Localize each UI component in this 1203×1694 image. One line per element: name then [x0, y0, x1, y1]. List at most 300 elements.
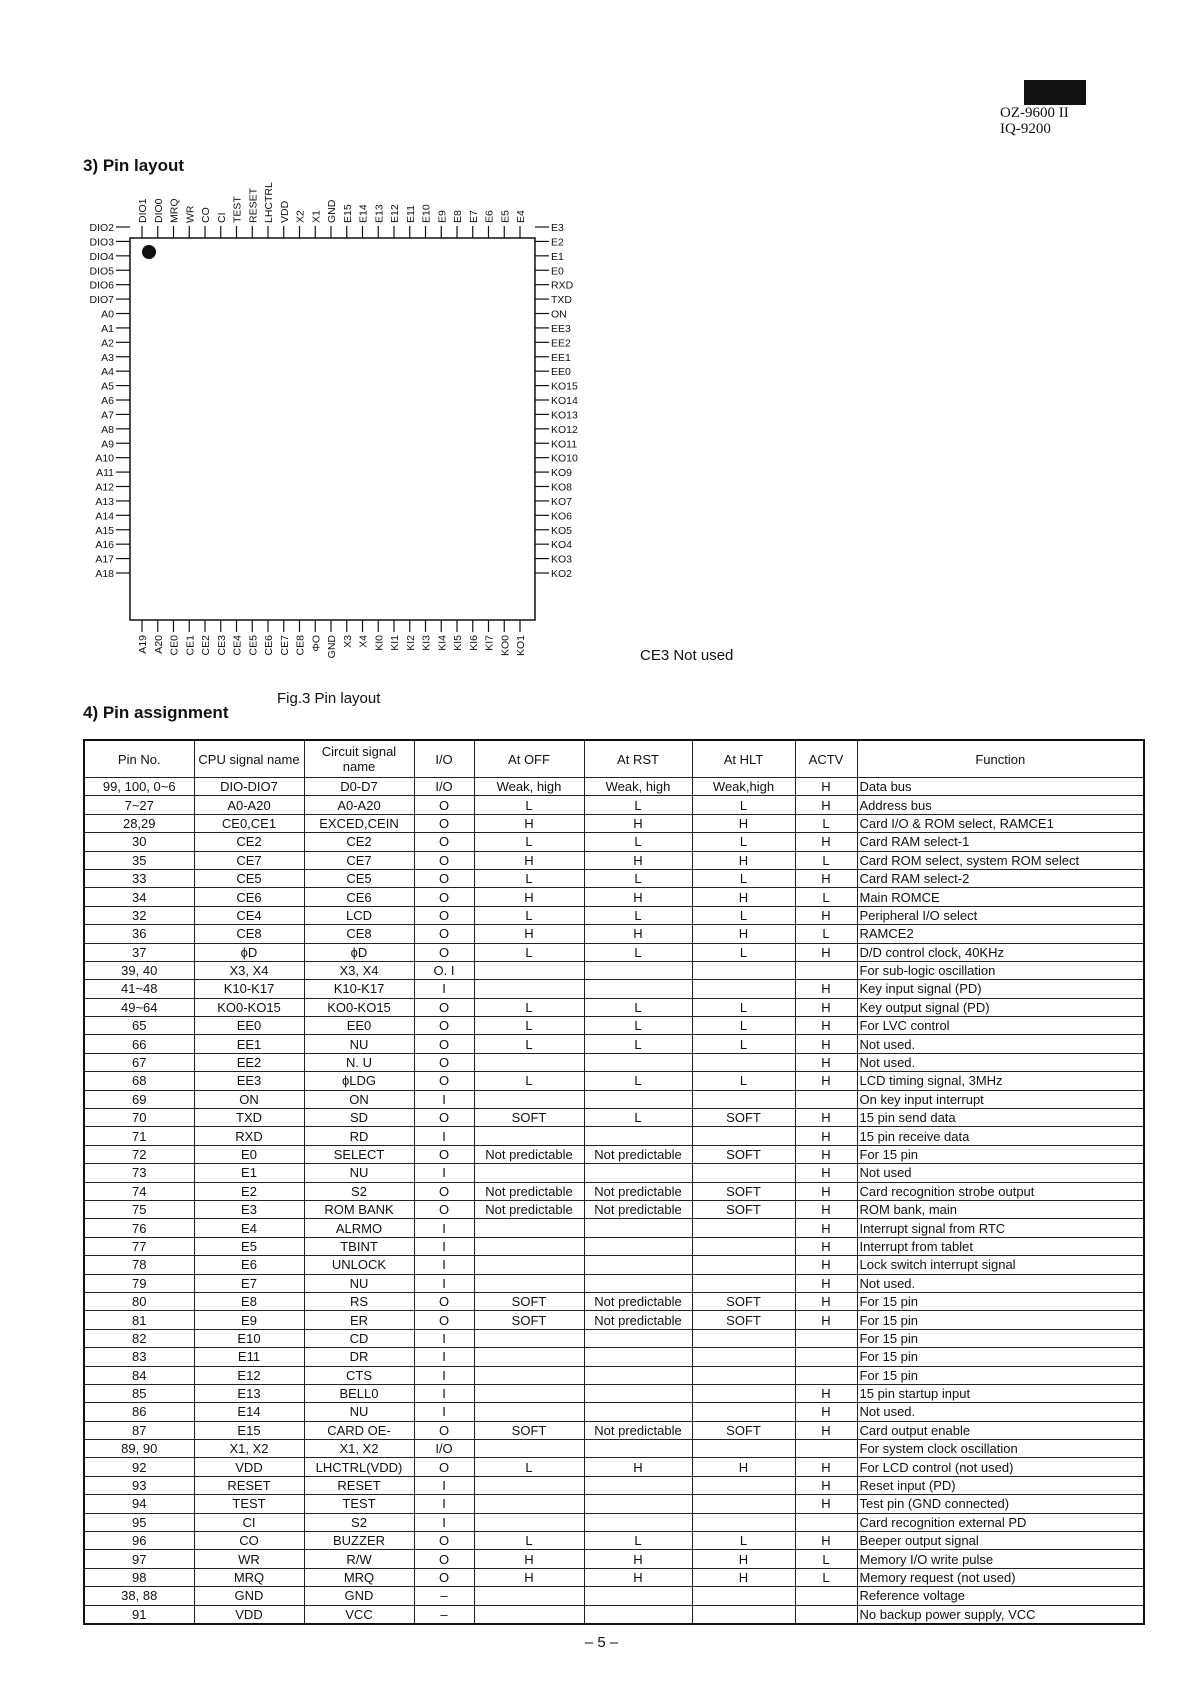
cell-cpu-signal: A0-A20: [194, 796, 304, 814]
cell-at-rst: L: [584, 1532, 692, 1550]
cell-actv: H: [795, 1384, 857, 1402]
cell-io: I: [414, 1090, 474, 1108]
pin-top-24: [515, 210, 527, 238]
cell-at-hlt: [692, 1329, 795, 1347]
cell-at-rst: L: [584, 1035, 692, 1053]
cell-function: Interrupt signal from RTC: [857, 1219, 1144, 1237]
cell-pin-no: 68: [84, 1072, 194, 1090]
cell-cpu-signal: CE4: [194, 906, 304, 924]
pin-top-2: [169, 199, 181, 239]
cell-at-hlt: H: [692, 925, 795, 943]
pin-top-label: CI: [215, 212, 228, 223]
cell-at-hlt: [692, 980, 795, 998]
cell-actv: H: [795, 778, 857, 796]
cell-cpu-signal: E10: [194, 1329, 304, 1347]
table-row: [84, 1109, 1144, 1127]
cell-pin-no: 89, 90: [84, 1440, 194, 1458]
table-row: [84, 1237, 1144, 1255]
cell-io: I/O: [414, 1440, 474, 1458]
pin-bottom-15: [373, 620, 385, 651]
cell-at-rst: [584, 1403, 692, 1421]
cell-at-hlt: SOFT: [692, 1182, 795, 1200]
pin-left-9: [101, 352, 130, 364]
cell-function: Card recognition strobe output: [857, 1182, 1144, 1200]
cell-pin-no: 95: [84, 1513, 194, 1531]
table-row: [84, 1476, 1144, 1494]
cell-actv: H: [795, 1532, 857, 1550]
cell-circuit-signal: N. U: [304, 1053, 414, 1071]
cell-at-rst: Not predictable: [584, 1145, 692, 1163]
cell-at-off: L: [474, 906, 584, 924]
cell-at-rst: [584, 1587, 692, 1605]
pin-right-label: KO12: [551, 423, 578, 436]
pin-top-label: E10: [420, 204, 433, 223]
table-row: [84, 1292, 1144, 1310]
pin-bottom-label: CE4: [231, 635, 244, 656]
table-row: [84, 778, 1144, 796]
cell-at-off: Not predictable: [474, 1182, 584, 1200]
pin-right-label: E3: [551, 222, 564, 234]
cell-cpu-signal: VDD: [194, 1605, 304, 1624]
pin-layout-title: 3) Pin layout: [83, 156, 185, 175]
pin-left-13: [101, 409, 130, 421]
cell-pin-no: 98: [84, 1568, 194, 1586]
cell-at-rst: [584, 1237, 692, 1255]
cell-at-off: L: [474, 833, 584, 851]
cell-at-rst: L: [584, 833, 692, 851]
cell-at-rst: [584, 1495, 692, 1513]
pin-left-label: A12: [95, 481, 114, 494]
cell-function: No backup power supply, VCC: [857, 1605, 1144, 1624]
cell-at-hlt: SOFT: [692, 1145, 795, 1163]
pin-left-7: [101, 323, 130, 335]
cell-function: Data bus: [857, 778, 1144, 796]
cell-actv: H: [795, 1109, 857, 1127]
pin-right-1: [535, 236, 564, 248]
cell-io: O. I: [414, 961, 474, 979]
header-at-rst: At RST: [584, 740, 692, 778]
cell-pin-no: 49~64: [84, 998, 194, 1016]
cell-circuit-signal: ON: [304, 1090, 414, 1108]
cell-cpu-signal: EE1: [194, 1035, 304, 1053]
cell-io: O: [414, 1072, 474, 1090]
pin-right-label: E2: [551, 236, 564, 249]
cell-at-off: L: [474, 796, 584, 814]
pin-top-21: [468, 210, 480, 238]
cell-at-hlt: SOFT: [692, 1200, 795, 1218]
header-pin-no: Pin No.: [84, 740, 194, 778]
cell-actv: [795, 1348, 857, 1366]
header-at-off: At OFF: [474, 740, 584, 778]
cell-pin-no: 7~27: [84, 796, 194, 814]
pin-top-14: [358, 204, 370, 238]
pin-top-5: [216, 213, 228, 239]
cell-actv: [795, 961, 857, 979]
cell-io: O: [414, 1145, 474, 1163]
cell-cpu-signal: E6: [194, 1256, 304, 1274]
cell-pin-no: 72: [84, 1145, 194, 1163]
cell-circuit-signal: GND: [304, 1587, 414, 1605]
cell-circuit-signal: CE7: [304, 851, 414, 869]
pin-bottom-14: [358, 620, 370, 648]
cell-actv: H: [795, 1053, 857, 1071]
cell-at-off: L: [474, 869, 584, 887]
pin-top-19: [436, 210, 448, 238]
cell-at-hlt: H: [692, 814, 795, 832]
cell-cpu-signal: CO: [194, 1532, 304, 1550]
cell-function: Card output enable: [857, 1421, 1144, 1439]
cell-pin-no: 84: [84, 1366, 194, 1384]
pin-left-label: A3: [101, 351, 114, 364]
cell-io: I: [414, 1329, 474, 1347]
pin-top-label: X1: [310, 210, 323, 223]
table-row: [84, 1072, 1144, 1090]
cell-io: O: [414, 1532, 474, 1550]
cell-actv: H: [795, 1256, 857, 1274]
cell-pin-no: 34: [84, 888, 194, 906]
cell-at-off: [474, 1587, 584, 1605]
model-line-1: OZ-9600 II: [1000, 105, 1069, 121]
cell-io: O: [414, 943, 474, 961]
cell-at-off: [474, 1090, 584, 1108]
cell-pin-no: 71: [84, 1127, 194, 1145]
cell-pin-no: 78: [84, 1256, 194, 1274]
pin-bottom-label: CE7: [278, 635, 291, 656]
cell-at-rst: [584, 961, 692, 979]
table-row: [84, 1127, 1144, 1145]
cell-actv: H: [795, 998, 857, 1016]
pin-bottom-label: KI3: [420, 635, 433, 651]
cell-at-hlt: L: [692, 1532, 795, 1550]
pin-right-2: [535, 251, 564, 263]
pin-right-label: KO2: [551, 568, 573, 580]
pin-top-7: [247, 187, 259, 238]
pin-right-24: [535, 568, 572, 580]
table-row: [84, 906, 1144, 924]
table-row: [84, 1403, 1144, 1421]
cell-at-off: SOFT: [474, 1311, 584, 1329]
cell-at-rst: [584, 1329, 692, 1347]
pin-left-label: DIO2: [89, 222, 114, 234]
cell-at-rst: [584, 1127, 692, 1145]
cell-pin-no: 86: [84, 1403, 194, 1421]
cell-at-off: [474, 1495, 584, 1513]
cell-pin-no: 77: [84, 1237, 194, 1255]
pin-bottom-label: CE6: [263, 635, 275, 656]
pin-right-label: EE1: [551, 351, 571, 364]
cell-function: Not used.: [857, 1053, 1144, 1071]
pin-left-label: A18: [95, 568, 114, 580]
table-row: [84, 1440, 1144, 1458]
cell-io: O: [414, 1311, 474, 1329]
cell-pin-no: 82: [84, 1329, 194, 1347]
pin-top-label: LHCTRL: [263, 182, 275, 223]
cell-actv: H: [795, 1035, 857, 1053]
pin-left-19: [95, 496, 130, 508]
cell-at-off: [474, 1513, 584, 1531]
cell-cpu-signal: MRQ: [194, 1568, 304, 1586]
cell-at-hlt: [692, 1348, 795, 1366]
pin-top-label: E6: [483, 210, 496, 223]
cell-at-hlt: H: [692, 1568, 795, 1586]
cell-at-rst: [584, 1476, 692, 1494]
cell-cpu-signal: E4: [194, 1219, 304, 1237]
pin-left-15: [101, 438, 130, 450]
cell-cpu-signal: VDD: [194, 1458, 304, 1476]
cell-at-off: [474, 1366, 584, 1384]
pin-bottom-label: CE5: [247, 635, 260, 656]
cell-at-rst: H: [584, 1458, 692, 1476]
pin-left-11: [101, 381, 130, 393]
cell-at-hlt: L: [692, 943, 795, 961]
pin-left-label: A11: [96, 467, 114, 480]
cell-actv: H: [795, 1458, 857, 1476]
cell-at-hlt: L: [692, 1035, 795, 1053]
cell-at-rst: [584, 1219, 692, 1237]
cell-circuit-signal: EE0: [304, 1017, 414, 1035]
pin-top-6: [232, 196, 244, 238]
pin-left-4: [89, 280, 130, 292]
cell-pin-no: 91: [84, 1605, 194, 1624]
cell-function: RAMCE2: [857, 925, 1144, 943]
cell-io: I: [414, 1237, 474, 1255]
cell-circuit-signal: CE8: [304, 925, 414, 943]
cell-at-hlt: [692, 1495, 795, 1513]
cell-at-hlt: [692, 961, 795, 979]
cell-actv: H: [795, 1219, 857, 1237]
cell-at-rst: L: [584, 1072, 692, 1090]
pin-right-8: [535, 337, 571, 349]
cell-at-off: L: [474, 1458, 584, 1476]
cell-io: O: [414, 1109, 474, 1127]
cell-at-hlt: [692, 1090, 795, 1108]
pin-bottom-label: CE2: [200, 635, 212, 656]
pin-bottom-label: CE3: [215, 635, 228, 656]
table-row: [84, 1366, 1144, 1384]
cell-actv: [795, 1587, 857, 1605]
cell-io: I: [414, 1164, 474, 1182]
cell-function: Card recognition external PD: [857, 1513, 1144, 1531]
pin-left-21: [95, 525, 130, 537]
cell-function: For system clock oscillation: [857, 1440, 1144, 1458]
cell-circuit-signal: RESET: [304, 1476, 414, 1494]
cell-function: Not used.: [857, 1035, 1144, 1053]
cell-function: Card RAM select-1: [857, 833, 1144, 851]
pin-right-0: [535, 222, 564, 234]
cell-at-off: H: [474, 888, 584, 906]
cell-function: Card ROM select, system ROM select: [857, 851, 1144, 869]
cell-at-hlt: L: [692, 833, 795, 851]
cell-pin-no: 73: [84, 1164, 194, 1182]
cell-cpu-signal: X1, X2: [194, 1440, 304, 1458]
cell-at-hlt: Weak,high: [692, 778, 795, 796]
cell-circuit-signal: CE5: [304, 869, 414, 887]
cell-actv: H: [795, 1403, 857, 1421]
cell-circuit-signal: ROM BANK: [304, 1200, 414, 1218]
cell-function: Interrupt from tablet: [857, 1237, 1144, 1255]
table-row: [84, 1421, 1144, 1439]
cell-at-rst: [584, 1090, 692, 1108]
cell-actv: H: [795, 833, 857, 851]
cell-at-off: [474, 961, 584, 979]
pin-top-11: [310, 210, 322, 238]
pin-left-20: [95, 510, 130, 522]
pin-top-16: [389, 204, 401, 238]
pin-left-17: [96, 467, 130, 479]
cell-pin-no: 33: [84, 869, 194, 887]
cell-pin-no: 38, 88: [84, 1587, 194, 1605]
cell-cpu-signal: E11: [194, 1348, 304, 1366]
cell-at-hlt: L: [692, 869, 795, 887]
cell-actv: [795, 1366, 857, 1384]
pin-right-9: [535, 352, 571, 364]
cell-cpu-signal: CI: [194, 1513, 304, 1531]
cell-actv: H: [795, 1495, 857, 1513]
pin-right-11: [535, 381, 578, 393]
cell-cpu-signal: WR: [194, 1550, 304, 1568]
cell-pin-no: 35: [84, 851, 194, 869]
cell-io: O: [414, 1053, 474, 1071]
cell-io: O: [414, 925, 474, 943]
cell-actv: [795, 1329, 857, 1347]
cell-function: For 15 pin: [857, 1366, 1144, 1384]
cell-io: O: [414, 1200, 474, 1218]
pin-top-10: [295, 210, 307, 238]
cell-function: Reset input (PD): [857, 1476, 1144, 1494]
cell-cpu-signal: ϕD: [194, 943, 304, 961]
cell-cpu-signal: E8: [194, 1292, 304, 1310]
cell-cpu-signal: K10-K17: [194, 980, 304, 998]
cell-function: Test pin (GND connected): [857, 1495, 1144, 1513]
table-row: [84, 1311, 1144, 1329]
cell-io: O: [414, 833, 474, 851]
cell-actv: H: [795, 1421, 857, 1439]
cell-circuit-signal: LCD: [304, 906, 414, 924]
pin-right-23: [535, 554, 572, 566]
pin-bottom-2: [169, 620, 181, 655]
pin-top-4: [200, 207, 212, 238]
cell-actv: [795, 1605, 857, 1624]
pin-right-7: [535, 323, 571, 335]
header-cpu-signal: CPU signal name: [194, 740, 304, 778]
cell-pin-no: 75: [84, 1200, 194, 1218]
table-row: [84, 1587, 1144, 1605]
pin-right-label: KO10: [551, 452, 578, 465]
cell-function: Memory request (not used): [857, 1568, 1144, 1586]
cell-io: O: [414, 906, 474, 924]
pin-left-12: [101, 395, 130, 407]
cell-at-rst: [584, 1053, 692, 1071]
cell-at-rst: [584, 1164, 692, 1182]
bottom-pins-group: [137, 620, 527, 658]
cell-cpu-signal: E14: [194, 1403, 304, 1421]
pin-left-23: [95, 554, 130, 566]
cell-io: I: [414, 1403, 474, 1421]
header-at-hlt: At HLT: [692, 740, 795, 778]
cell-function: Card I/O & ROM select, RAMCE1: [857, 814, 1144, 832]
table-row: [84, 1200, 1144, 1218]
cell-at-off: [474, 1237, 584, 1255]
cell-actv: H: [795, 796, 857, 814]
cell-actv: H: [795, 1200, 857, 1218]
cell-at-off: Not predictable: [474, 1200, 584, 1218]
pin-right-label: KO5: [551, 524, 573, 537]
pin-left-label: A10: [95, 452, 114, 465]
cell-circuit-signal: SELECT: [304, 1145, 414, 1163]
cell-at-rst: L: [584, 998, 692, 1016]
page-number: – 5 –: [584, 1634, 619, 1651]
pin-top-22: [484, 210, 496, 238]
table-header-row: [84, 740, 1144, 778]
table-row: [84, 1568, 1144, 1586]
cell-at-off: [474, 1053, 584, 1071]
cell-function: For LCD control (not used): [857, 1458, 1144, 1476]
cell-cpu-signal: TXD: [194, 1109, 304, 1127]
cell-io: I: [414, 1256, 474, 1274]
pin-top-23: [499, 210, 511, 238]
cell-pin-no: 67: [84, 1053, 194, 1071]
pin-right-6: [535, 309, 567, 321]
cell-at-off: SOFT: [474, 1421, 584, 1439]
cell-circuit-signal: S2: [304, 1513, 414, 1531]
table-row: [84, 961, 1144, 979]
pin-top-9: [279, 200, 291, 238]
pin-left-label: DIO3: [89, 236, 114, 249]
cell-at-off: H: [474, 1568, 584, 1586]
pin-top-12: [326, 199, 338, 238]
cell-function: Not used.: [857, 1274, 1144, 1292]
cell-at-off: [474, 1384, 584, 1402]
cell-function: Card RAM select-2: [857, 869, 1144, 887]
cell-actv: H: [795, 869, 857, 887]
cell-circuit-signal: R/W: [304, 1550, 414, 1568]
pin-right-label: KO13: [551, 409, 578, 422]
cell-circuit-signal: X3, X4: [304, 961, 414, 979]
table-row: [84, 1348, 1144, 1366]
cell-actv: H: [795, 1127, 857, 1145]
pin-right-21: [535, 525, 572, 537]
pin-left-label: A16: [95, 539, 114, 552]
cell-at-hlt: [692, 1476, 795, 1494]
pin-top-label: E11: [404, 205, 417, 223]
cell-at-rst: [584, 1513, 692, 1531]
cell-actv: L: [795, 814, 857, 832]
cell-at-off: [474, 1127, 584, 1145]
cell-actv: H: [795, 1476, 857, 1494]
cell-circuit-signal: CE2: [304, 833, 414, 851]
cell-cpu-signal: E13: [194, 1384, 304, 1402]
cell-circuit-signal: NU: [304, 1274, 414, 1292]
pin-right-22: [535, 539, 572, 551]
cell-at-rst: L: [584, 1017, 692, 1035]
cell-circuit-signal: RD: [304, 1127, 414, 1145]
cell-at-rst: Not predictable: [584, 1292, 692, 1310]
cell-pin-no: 70: [84, 1109, 194, 1127]
cell-at-rst: [584, 1256, 692, 1274]
pin-top-label: E9: [436, 210, 449, 223]
pin-right-12: [535, 395, 578, 407]
pin-left-label: A15: [95, 524, 114, 537]
cell-at-rst: H: [584, 1568, 692, 1586]
cell-at-off: [474, 1605, 584, 1624]
cell-function: For sub-logic oscillation: [857, 961, 1144, 979]
pin-right-label: KO9: [551, 467, 573, 480]
pin-right-label: KO7: [551, 495, 573, 508]
pin-left-label: DIO4: [89, 250, 114, 263]
pin-right-label: RXD: [551, 279, 574, 292]
cell-actv: H: [795, 1182, 857, 1200]
pin-left-1: [89, 236, 130, 248]
